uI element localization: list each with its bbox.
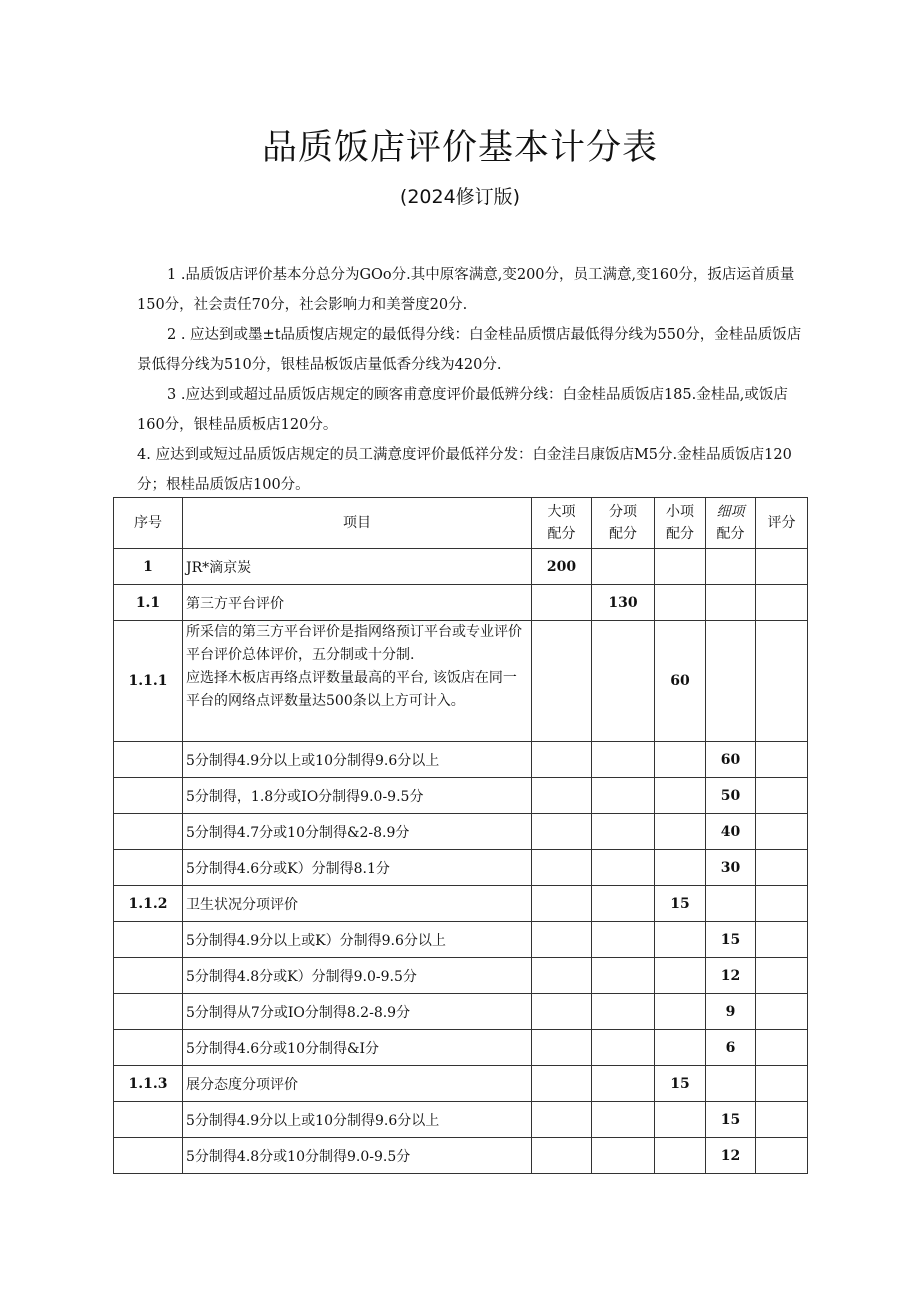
row-detail bbox=[706, 1066, 756, 1102]
row-score bbox=[756, 778, 808, 814]
row-item: 5分制得4.8分或10分制得9.0-9.5分 bbox=[183, 1138, 532, 1174]
row-major bbox=[532, 585, 592, 621]
row-detail bbox=[706, 549, 756, 585]
row-no bbox=[114, 1030, 183, 1066]
note-paragraph-4: 4. 应达到或短过品质饭店规定的员工满意度评价最低祥分发：白金洼吕康饭店M5分.金桂品质饭店120分；根桂品质饭店100分。 bbox=[137, 447, 792, 493]
table-row bbox=[114, 585, 808, 621]
row-item: 5分制得4.9分以上或10分制得9.6分以上 bbox=[183, 742, 532, 778]
row-item: 第三方平台评价 bbox=[183, 585, 532, 621]
row-minor bbox=[655, 1138, 706, 1174]
row-sub bbox=[592, 958, 655, 994]
row-score bbox=[756, 621, 808, 742]
table-row bbox=[114, 994, 808, 1030]
header-detail: 细项 配分 bbox=[706, 498, 756, 549]
row-sub bbox=[592, 994, 655, 1030]
row-no: 1.1.3 bbox=[114, 1066, 183, 1102]
row-detail bbox=[706, 621, 756, 742]
row-score bbox=[756, 585, 808, 621]
row-sub bbox=[592, 1066, 655, 1102]
row-item bbox=[183, 621, 532, 742]
row-minor: 60 bbox=[655, 621, 706, 742]
row-minor bbox=[655, 549, 706, 585]
row-no bbox=[114, 778, 183, 814]
row-major bbox=[532, 621, 592, 742]
row-no bbox=[114, 742, 183, 778]
row-score bbox=[756, 1066, 808, 1102]
row-minor bbox=[655, 778, 706, 814]
row-score bbox=[756, 1138, 808, 1174]
table-row bbox=[114, 621, 808, 742]
row-item: 5分制得4.9分以上或10分制得9.6分以上 bbox=[183, 1102, 532, 1138]
row-sub bbox=[592, 1030, 655, 1066]
row-major bbox=[532, 778, 592, 814]
row-minor bbox=[655, 922, 706, 958]
row-score bbox=[756, 958, 808, 994]
row-detail: 9 bbox=[706, 994, 756, 1030]
row-major bbox=[532, 994, 592, 1030]
row-major bbox=[532, 886, 592, 922]
row-no bbox=[114, 994, 183, 1030]
note-paragraph-2: 2 . 应达到或墨±t品质愎店规定的最低得分线：白金桂品质惯店最低得分线为550分，金桂品质饭店景低得分线为510分，银桂品板饭店量低香分线为420分. bbox=[137, 327, 802, 373]
row-no: 1.1.1 bbox=[114, 621, 183, 742]
row-sub bbox=[592, 1102, 655, 1138]
header-major: 大项 配分 bbox=[532, 498, 592, 549]
row-sub bbox=[592, 549, 655, 585]
row-no bbox=[114, 922, 183, 958]
row-minor bbox=[655, 1102, 706, 1138]
header-no: 序号 bbox=[114, 498, 183, 549]
row-score bbox=[756, 922, 808, 958]
row-detail: 30 bbox=[706, 850, 756, 886]
table-row bbox=[114, 958, 808, 994]
row-detail: 15 bbox=[706, 922, 756, 958]
row-detail: 12 bbox=[706, 958, 756, 994]
row-minor bbox=[655, 994, 706, 1030]
table-row bbox=[114, 1066, 808, 1102]
row-item: 5分制得4.8分或K）分制得9.0-9.5分 bbox=[183, 958, 532, 994]
header-sub: 分项 配分 bbox=[592, 498, 655, 549]
row-major bbox=[532, 1066, 592, 1102]
row-detail: 6 bbox=[706, 1030, 756, 1066]
table-header-row bbox=[114, 498, 808, 549]
row-sub bbox=[592, 886, 655, 922]
row-major bbox=[532, 814, 592, 850]
row-detail: 12 bbox=[706, 1138, 756, 1174]
table-row bbox=[114, 922, 808, 958]
row-major bbox=[532, 958, 592, 994]
row-minor: 15 bbox=[655, 1066, 706, 1102]
row-item: 卫生状况分项评价 bbox=[183, 886, 532, 922]
row-score bbox=[756, 549, 808, 585]
row-no: 1 bbox=[114, 549, 183, 585]
row-detail: 40 bbox=[706, 814, 756, 850]
score-table bbox=[113, 497, 808, 1174]
row-sub bbox=[592, 742, 655, 778]
row-major bbox=[532, 1030, 592, 1066]
row-item: 展分态度分项评价 bbox=[183, 1066, 532, 1102]
row-score bbox=[756, 742, 808, 778]
row-major bbox=[532, 922, 592, 958]
row-sub bbox=[592, 850, 655, 886]
header-item: 项目 bbox=[183, 498, 532, 549]
header-score: 评分 bbox=[756, 498, 808, 549]
row-item: 5分制得4.6分或10分制得&I分 bbox=[183, 1030, 532, 1066]
note-paragraph-1: 1 .品质饭店评价基本分总分为GOo分.其中原客满意,变200分，员工满意,变160分，扳店运首质量150分，社会责任70分，社会影响力和美誉度20分. bbox=[137, 267, 795, 313]
row-major bbox=[532, 1138, 592, 1174]
table-row bbox=[114, 1030, 808, 1066]
row-detail: 15 bbox=[706, 1102, 756, 1138]
row-item: 5分制得4.6分或K）分制得8.1分 bbox=[183, 850, 532, 886]
row-no bbox=[114, 814, 183, 850]
row-sub bbox=[592, 778, 655, 814]
row-no bbox=[114, 850, 183, 886]
row-score bbox=[756, 886, 808, 922]
row-minor bbox=[655, 850, 706, 886]
row-sub bbox=[592, 922, 655, 958]
row-sub bbox=[592, 621, 655, 742]
row-score bbox=[756, 1030, 808, 1066]
row-detail bbox=[706, 585, 756, 621]
row-item: 5分制得从7分或IO分制得8.2-8.9分 bbox=[183, 994, 532, 1030]
row-score bbox=[756, 994, 808, 1030]
row-no bbox=[114, 1138, 183, 1174]
row-minor bbox=[655, 958, 706, 994]
row-minor bbox=[655, 585, 706, 621]
table-row bbox=[114, 886, 808, 922]
row-item: 5分制得，1.8分或IO分制得9.0-9.5分 bbox=[183, 778, 532, 814]
row-sub: 130 bbox=[592, 585, 655, 621]
row-no: 1.1.2 bbox=[114, 886, 183, 922]
table-row bbox=[114, 1138, 808, 1174]
row-item: 5分制得4.7分或10分制得&2-8.9分 bbox=[183, 814, 532, 850]
row-no bbox=[114, 1102, 183, 1138]
row-item-line-2: 应选择木板店再络点评数量最高的平台, 该饭店在同一平台的网络点评数量达500条以上方可计入。 bbox=[186, 670, 517, 709]
row-detail bbox=[706, 886, 756, 922]
row-major: 200 bbox=[532, 549, 592, 585]
table-row bbox=[114, 814, 808, 850]
row-no bbox=[114, 958, 183, 994]
row-sub bbox=[592, 814, 655, 850]
document-subtitle: (2024修订版) bbox=[399, 186, 521, 208]
note-paragraph-3: 3 .应达到或超过品质饭店规定的顾客甫意度评价最低辨分线：白金桂品质饭店185.金桂品,或饭店160分，银桂品质板店120分。 bbox=[137, 387, 788, 433]
row-score bbox=[756, 850, 808, 886]
row-major bbox=[532, 742, 592, 778]
table-row bbox=[114, 549, 808, 585]
row-score bbox=[756, 814, 808, 850]
row-detail: 50 bbox=[706, 778, 756, 814]
row-minor bbox=[655, 742, 706, 778]
row-minor: 15 bbox=[655, 886, 706, 922]
row-detail: 60 bbox=[706, 742, 756, 778]
row-sub bbox=[592, 1138, 655, 1174]
row-item-line-1: 所采信的第三方平台评价是指网络预订平台或专业评价平台评价总体评价，五分制或十分制. bbox=[186, 624, 522, 663]
table-row bbox=[114, 742, 808, 778]
row-score bbox=[756, 1102, 808, 1138]
row-item: JR*滴京炭 bbox=[183, 549, 532, 585]
table-row bbox=[114, 778, 808, 814]
row-item: 5分制得4.9分以上或K）分制得9.6分以上 bbox=[183, 922, 532, 958]
row-major bbox=[532, 1102, 592, 1138]
document-title: 品质饭店评价基本计分表 bbox=[261, 128, 658, 168]
header-minor: 小项 配分 bbox=[655, 498, 706, 549]
table-row bbox=[114, 1102, 808, 1138]
table-row bbox=[114, 850, 808, 886]
row-no: 1.1 bbox=[114, 585, 183, 621]
row-minor bbox=[655, 814, 706, 850]
row-minor bbox=[655, 1030, 706, 1066]
row-major bbox=[532, 850, 592, 886]
